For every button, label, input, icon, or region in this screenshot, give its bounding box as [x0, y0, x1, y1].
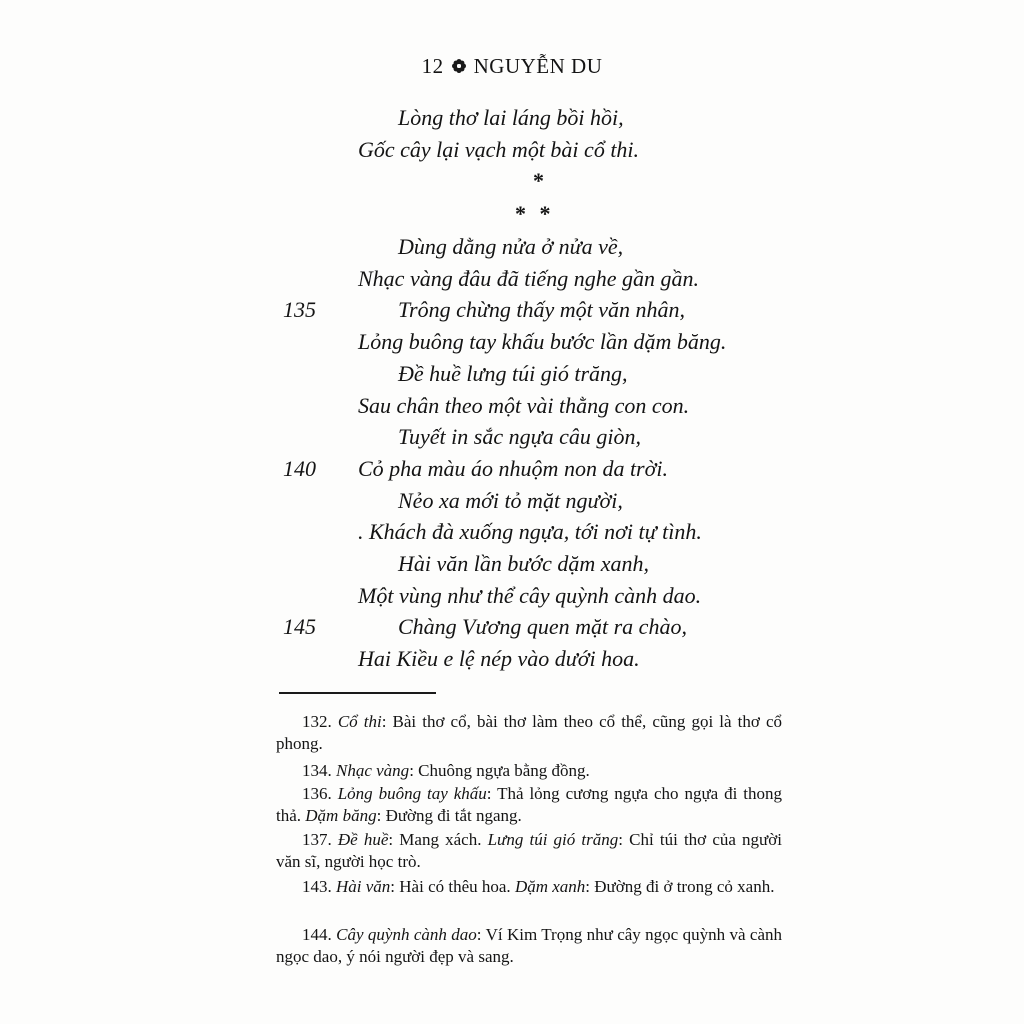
- verse-text: Gốc cây lại vạch một bài cổ thi.: [358, 137, 640, 162]
- verse-text: Nhạc vàng đâu đã tiếng nghe gần gần.: [358, 265, 699, 291]
- verse-text: Nẻo xa mới tỏ mặt người,: [398, 487, 623, 513]
- line-number: 135: [283, 297, 316, 323]
- verse-text: Lỏng buông tay khấu bước lần dặm băng.: [358, 329, 727, 355]
- verse-text: Đề huề lưng túi gió trăng,: [398, 360, 628, 386]
- footnote: [276, 760, 782, 782]
- footnote-definition: : Bài thơ cổ, bài thơ làm theo cổ thể, cũng gọi là thơ cổ phong.: [276, 712, 782, 753]
- footnote-divider: [279, 692, 436, 694]
- footnote-term: Hài văn: [336, 877, 391, 896]
- footnote-term: Lưng túi gió trăng: [487, 830, 619, 849]
- footnote: [276, 829, 782, 873]
- footnote: [276, 924, 782, 968]
- footnote-term: Dặm băng: [305, 806, 377, 825]
- footnote: [276, 876, 782, 898]
- verse-text: Hài văn lần bước dặm xanh,: [398, 551, 650, 576]
- verse-text: Một vùng như thể cây quỳnh cành dao.: [358, 582, 702, 608]
- running-header: [0, 54, 1024, 79]
- footnote-term: Cổ thi: [337, 712, 382, 731]
- footnote: [276, 783, 782, 827]
- author-name: NGUYỄN DU: [473, 54, 603, 78]
- footnote-number: 143.: [302, 877, 332, 896]
- section-separator-star-2: * *: [515, 201, 551, 226]
- footnote-number: 132.: [302, 712, 332, 731]
- footnote-definition: : Hài có thêu hoa.: [390, 877, 515, 896]
- verse-text: Chàng Vương quen mặt ra chào,: [398, 614, 687, 640]
- footnote-definition: : Chuông ngựa bằng đồng.: [409, 761, 590, 780]
- footnote-term: Dặm xanh: [514, 877, 586, 896]
- footnote-term: Đề huề: [337, 830, 389, 849]
- footnote: [276, 711, 782, 755]
- page-number: 12: [421, 54, 444, 78]
- footnote-term: Nhạc vàng: [336, 761, 410, 780]
- line-number: 145: [283, 614, 316, 640]
- section-separator-star-1: *: [533, 168, 544, 193]
- verse-text: Hai Kiều e lệ nép vào dưới hoa.: [358, 646, 640, 672]
- footnote-number: 136.: [302, 784, 332, 803]
- verse-text: . Khách đà xuống ngựa, tới nơi tự tình.: [358, 519, 702, 545]
- flower-ornament-icon: [452, 59, 466, 73]
- footnote-definition: : Đường đi tắt ngang.: [376, 806, 522, 825]
- footnote-term: Lỏng buông tay khấu: [337, 784, 487, 803]
- line-number: 140: [283, 455, 316, 481]
- footnote-definition: : Ví Kim Trọng như cây ngọc quỳnh và cành ngọc dao, ý nói người đẹp và sang.: [276, 925, 782, 966]
- footnote-definition: : Chỉ túi thơ của người văn sĩ, người học trò.: [276, 830, 782, 871]
- verse-text: Lòng thơ lai láng bồi hồi,: [398, 105, 624, 130]
- verse-text: Sau chân theo một vài thằng con con.: [358, 392, 690, 418]
- footnote-number: 134.: [302, 761, 332, 780]
- footnote-definition: : Đường đi ở trong cỏ xanh.: [585, 877, 775, 896]
- verse-text: Trông chừng thấy một văn nhân,: [398, 297, 685, 323]
- footnote-number: 137.: [302, 830, 332, 849]
- verse-text: Dùng dằng nửa ở nửa về,: [398, 234, 624, 259]
- footnote-definition: : Mang xách.: [388, 830, 488, 849]
- footnote-definition: : Thả lỏng cương ngựa cho ngựa đi thong thả.: [276, 784, 783, 825]
- footnote-number: 144.: [302, 925, 332, 944]
- verse-text: Cỏ pha màu áo nhuộm non da trời.: [358, 455, 668, 481]
- footnote-term: Cây quỳnh cành dao: [336, 925, 477, 944]
- verse-text: Tuyết in sắc ngựa câu giòn,: [398, 424, 641, 450]
